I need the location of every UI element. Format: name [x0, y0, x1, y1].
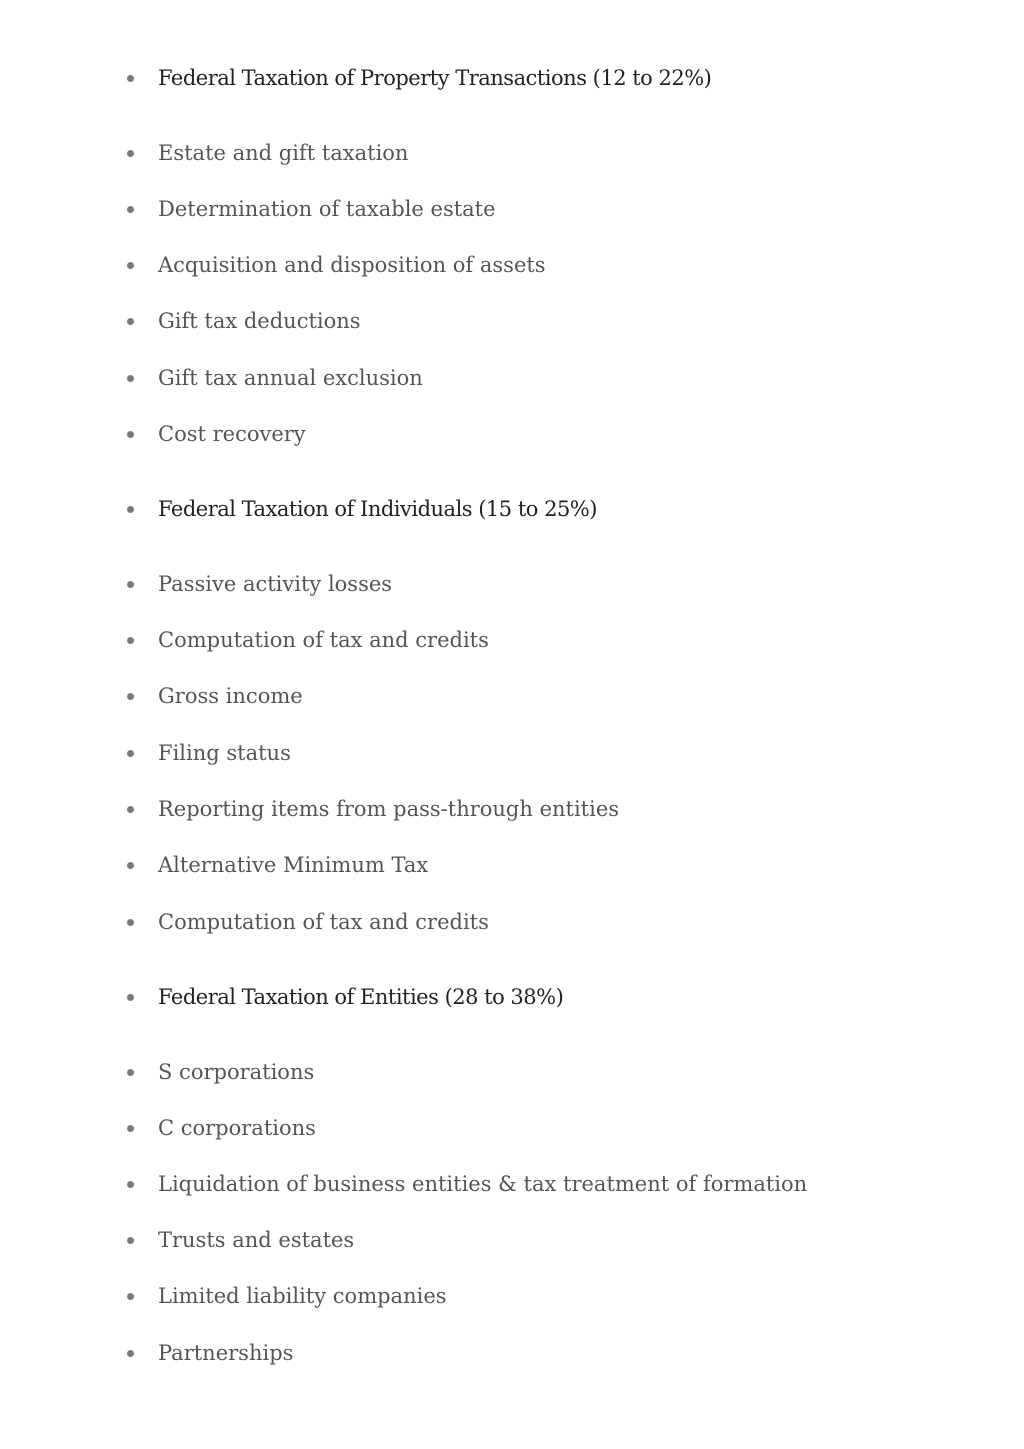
list-item-text: Gift tax annual exclusion — [158, 365, 423, 390]
bullet-icon — [127, 750, 134, 757]
section-title: Federal Taxation of Property Transactions (12 to 22%) — [158, 65, 712, 90]
bullet-icon — [127, 637, 134, 644]
bullet-icon — [127, 1237, 134, 1244]
list-item — [124, 902, 984, 942]
bullet-icon — [127, 431, 134, 438]
list-item — [124, 845, 984, 885]
list-item-text: Liquidation of business entities & tax treatment of formation — [158, 1171, 808, 1196]
list-item-text: Computation of tax and credits — [158, 627, 489, 652]
list-item — [124, 1220, 984, 1260]
list-item-text: C corporations — [158, 1115, 316, 1140]
list-item-text: Passive activity losses — [158, 571, 393, 596]
bullet-icon — [127, 1069, 134, 1076]
list-item — [124, 133, 984, 173]
list-item-text: Cost recovery — [158, 421, 306, 446]
list-item — [124, 1164, 984, 1204]
list-item — [124, 564, 984, 604]
list-item — [124, 1333, 984, 1373]
list-item-text: S corporations — [158, 1059, 315, 1084]
list-item-text: Limited liability companies — [158, 1283, 447, 1308]
bullet-icon — [127, 1181, 134, 1188]
list-item — [124, 301, 984, 341]
list-item-text: Reporting items from pass-through entities — [158, 796, 620, 821]
section-heading — [124, 58, 984, 98]
list-item-text: Computation of tax and credits — [158, 909, 489, 934]
bullet-icon — [127, 1293, 134, 1300]
list-item — [124, 414, 984, 454]
section-title: Federal Taxation of Individuals (15 to 25%) — [158, 496, 597, 521]
list-item-text: Estate and gift taxation — [158, 140, 409, 165]
list-item — [124, 620, 984, 660]
bullet-icon — [127, 806, 134, 813]
list-item-text: Acquisition and disposition of assets — [158, 252, 546, 277]
bullet-icon — [127, 862, 134, 869]
bullet-icon — [127, 150, 134, 157]
list-item-text: Determination of taxable estate — [158, 196, 496, 221]
list-item-text: Gift tax deductions — [158, 308, 361, 333]
bullet-icon — [127, 375, 134, 382]
bullet-icon — [127, 1350, 134, 1357]
list-item — [124, 789, 984, 829]
section-heading — [124, 489, 984, 529]
bullet-icon — [127, 206, 134, 213]
list-item-text: Partnerships — [158, 1340, 294, 1365]
list-item — [124, 189, 984, 229]
bullet-icon — [127, 693, 134, 700]
bullet-icon — [127, 75, 134, 82]
list-item-text: Trusts and estates — [158, 1227, 355, 1252]
list-item — [124, 245, 984, 285]
list-item-text: Gross income — [158, 683, 303, 708]
list-item — [124, 358, 984, 398]
list-item — [124, 733, 984, 773]
bullet-icon — [127, 506, 134, 513]
bullet-icon — [127, 318, 134, 325]
list-item — [124, 1052, 984, 1092]
list-item-text: Filing status — [158, 740, 291, 765]
list-item — [124, 1108, 984, 1148]
bullet-icon — [127, 994, 134, 1001]
section-heading — [124, 977, 984, 1017]
bullet-icon — [127, 262, 134, 269]
bullet-icon — [127, 581, 134, 588]
list-item — [124, 1276, 984, 1316]
bullet-icon — [127, 919, 134, 926]
bullet-icon — [127, 1125, 134, 1132]
section-title: Federal Taxation of Entities (28 to 38%) — [158, 984, 564, 1009]
list-item — [124, 676, 984, 716]
list-item-text: Alternative Minimum Tax — [158, 852, 429, 877]
